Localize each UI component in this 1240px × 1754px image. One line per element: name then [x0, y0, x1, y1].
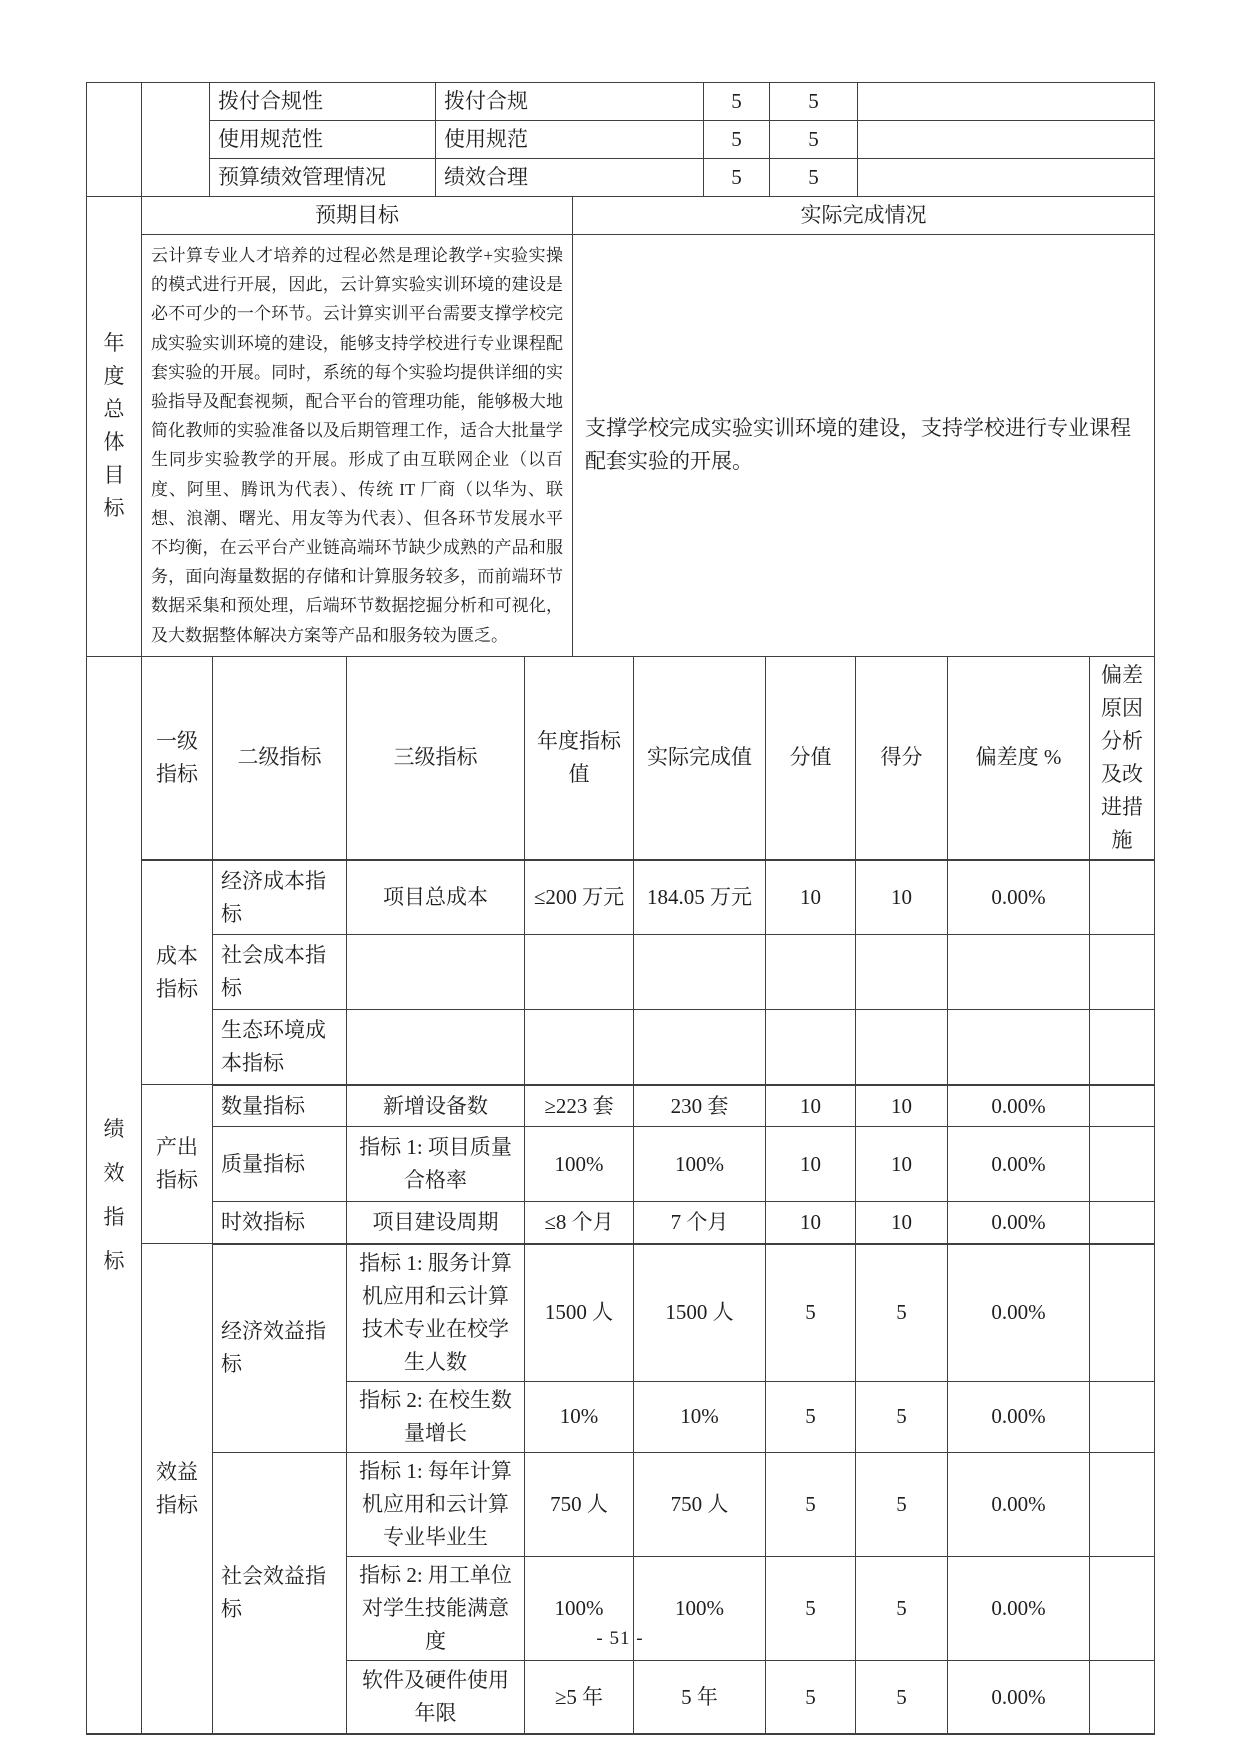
- indicator-actual-cell: [634, 935, 766, 1010]
- indicator-actual-cell: [634, 1010, 766, 1085]
- indicator-points-cell: 10: [766, 1085, 856, 1127]
- indicator-row: [87, 1452, 1155, 1556]
- col-header-points: 分值: [766, 656, 856, 860]
- indicator-level3-cell: 项目总成本: [347, 860, 525, 935]
- indicators-header-row: [87, 656, 1155, 860]
- indicator-level3-cell: 软件及硬件使用年限: [347, 1660, 525, 1734]
- indicator-score-cell: 5: [856, 1452, 948, 1556]
- indicator-target-cell: ≤8 个月: [525, 1202, 634, 1244]
- indicator-level3-cell: [347, 935, 525, 1010]
- indicator-points-cell: 10: [766, 1202, 856, 1244]
- indicator-analysis-cell: [1090, 1010, 1155, 1085]
- indicator-level3-cell: 项目建设周期: [347, 1202, 525, 1244]
- indicator-analysis-cell: [1090, 1452, 1155, 1556]
- carryover-table: [86, 82, 1155, 197]
- col-header-actual: 实际完成值: [634, 656, 766, 860]
- indicator-deviation-cell: 0.00%: [948, 1085, 1090, 1127]
- carryover-note-cell: [858, 121, 1155, 159]
- annual-goal-row-label-text: 年度总体目标: [103, 331, 125, 521]
- indicator-points-cell: 5: [766, 1244, 856, 1382]
- indicator-level2-cell: 时效指标: [213, 1202, 347, 1244]
- indicator-actual-cell: 100%: [634, 1127, 766, 1202]
- indicator-points-cell: [766, 1010, 856, 1085]
- indicator-analysis-cell: [1090, 1202, 1155, 1244]
- carryover-points-cell: 5: [704, 159, 770, 197]
- indicator-level3-cell: 指标 1: 每年计算机应用和云计算专业毕业生: [347, 1452, 525, 1556]
- indicator-actual-cell: 5 年: [634, 1660, 766, 1734]
- indicator-deviation-cell: [948, 1010, 1090, 1085]
- indicator-score-cell: 5: [856, 1556, 948, 1660]
- actual-result-text: 支撑学校完成实验实训环境的建设，支持学校进行专业课程配套实验的开展。: [573, 235, 1155, 657]
- indicator-level3-cell: 指标 1: 项目质量合格率: [347, 1127, 525, 1202]
- carryover-row: [87, 121, 1155, 159]
- carryover-indicator-cell: 预算绩效管理情况: [210, 159, 436, 197]
- group-label-cost: [142, 860, 213, 1085]
- indicator-actual-cell: 184.05 万元: [634, 860, 766, 935]
- indicator-analysis-cell: [1090, 1127, 1155, 1202]
- indicator-analysis-cell: [1090, 935, 1155, 1010]
- indicator-score-cell: 10: [856, 860, 948, 935]
- indicator-target-cell: 750 人: [525, 1452, 634, 1556]
- col-header-level3: 三级指标: [347, 656, 525, 860]
- indicator-analysis-cell: [1090, 1244, 1155, 1382]
- annual-goal-content-row: [87, 235, 1155, 657]
- indicator-actual-cell: 750 人: [634, 1452, 766, 1556]
- indicator-score-cell: 5: [856, 1244, 948, 1382]
- indicator-level2-cell: 社会成本指标: [213, 935, 347, 1010]
- indicator-score-cell: 5: [856, 1381, 948, 1452]
- group-label-benefit: [142, 1244, 213, 1735]
- indicator-deviation-cell: 0.00%: [948, 1381, 1090, 1452]
- indicator-level2-cell: 数量指标: [213, 1085, 347, 1127]
- indicator-actual-cell: 230 套: [634, 1085, 766, 1127]
- indicator-score-cell: 5: [856, 1660, 948, 1734]
- indicator-row: [87, 1202, 1155, 1244]
- indicator-score-cell: [856, 1010, 948, 1085]
- indicator-analysis-cell: [1090, 860, 1155, 935]
- group-label-benefit-text: 效益指标: [156, 1459, 198, 1517]
- indicator-row: [87, 1127, 1155, 1202]
- indicator-deviation-cell: 0.00%: [948, 1660, 1090, 1734]
- carryover-score-cell: 5: [770, 83, 858, 121]
- page-number: - 51 -: [596, 1628, 644, 1649]
- indicator-level3-cell: 指标 2: 用工单位对学生技能满意度: [347, 1556, 525, 1660]
- indicator-level3-cell: 指标 2: 在校生数量增长: [347, 1381, 525, 1452]
- indicator-deviation-cell: 0.00%: [948, 1556, 1090, 1660]
- indicator-score-cell: 10: [856, 1202, 948, 1244]
- indicator-target-cell: [525, 935, 634, 1010]
- indicator-row: [87, 1244, 1155, 1382]
- indicator-target-cell: [525, 1010, 634, 1085]
- indicator-actual-cell: 7 个月: [634, 1202, 766, 1244]
- indicator-row: [87, 935, 1155, 1010]
- col-header-level1: 一级指标: [142, 656, 213, 860]
- indicator-level2-cell: 生态环境成本指标: [213, 1010, 347, 1085]
- carryover-measure-cell: 使用规范: [436, 121, 704, 159]
- indicator-deviation-cell: [948, 935, 1090, 1010]
- col-header-target: 年度指标值: [525, 656, 634, 860]
- indicator-points-cell: 5: [766, 1556, 856, 1660]
- indicator-target-cell: ≥5 年: [525, 1660, 634, 1734]
- col-header-score: 得分: [856, 656, 948, 860]
- actual-result-header: 实际完成情况: [573, 197, 1155, 235]
- carryover-row: [87, 83, 1155, 121]
- indicator-actual-cell: 10%: [634, 1381, 766, 1452]
- group-label-cost-text: 成本指标: [156, 943, 198, 1001]
- indicator-points-cell: 10: [766, 860, 856, 935]
- group-label-output: [142, 1085, 213, 1244]
- indicator-level3-cell: 新增设备数: [347, 1085, 525, 1127]
- carryover-score-cell: 5: [770, 121, 858, 159]
- indicator-level2-cell: 经济效益指标: [213, 1244, 347, 1453]
- indicator-score-cell: 10: [856, 1085, 948, 1127]
- carryover-points-cell: 5: [704, 83, 770, 121]
- carryover-note-cell: [858, 83, 1155, 121]
- indicator-deviation-cell: 0.00%: [948, 1244, 1090, 1382]
- indicator-points-cell: 10: [766, 1127, 856, 1202]
- carryover-indicator-cell: 使用规范性: [210, 121, 436, 159]
- carryover-measure-cell: 绩效合理: [436, 159, 704, 197]
- indicator-level2-cell: 社会效益指标: [213, 1452, 347, 1734]
- indicator-target-cell: 1500 人: [525, 1244, 634, 1382]
- expected-goal-text: 云计算专业人才培养的过程必然是理论教学+实验实操的模式进行开展，因此，云计算实验实训环境的建设是必不可少的一个环节。云计算实训平台需要支撑学校完成实验实训环境的建设，能够支持学校进行专业课程配套实验的开展。同时，系统的每个实验均提供详细的实验指导及配套视频，配合平台的管理功能，能够极大地简化教师的实验准备以及后期管理工作，适合大批量学生同步实验教学的开展。形成了由互联网企业（以百度、阿里、腾讯为代表）、传统 IT 厂商（以华为、联想、浪潮、曙光、用友等为代表）、但各环节发展水平不均衡，在云平台产业链高端环节缺少成熟的产品和服务，面向海量数据的存储和计算服务较多，而前端环节数据采集和预处理，后端环节数据挖掘分析和可视化，及大数据整体解决方案等产品和服务较为匮乏。: [142, 235, 573, 657]
- indicator-target-cell: ≤200 万元: [525, 860, 634, 935]
- indicator-analysis-cell: [1090, 1381, 1155, 1452]
- indicator-target-cell: ≥223 套: [525, 1085, 634, 1127]
- performance-row-label: [87, 656, 142, 1734]
- indicator-target-cell: 100%: [525, 1556, 634, 1660]
- indicators-table: [86, 656, 1155, 1736]
- performance-row-label-text: 绩效指标: [103, 1117, 125, 1274]
- carryover-note-cell: [858, 159, 1155, 197]
- carryover-spacer-cell-1: [87, 83, 142, 197]
- indicator-level3-cell: 指标 1: 服务计算机应用和云计算技术专业在校学生人数: [347, 1244, 525, 1382]
- indicator-target-cell: 10%: [525, 1381, 634, 1452]
- annual-goal-row-label: [87, 197, 142, 657]
- carryover-points-cell: 5: [704, 121, 770, 159]
- indicator-level2-cell: 经济成本指标: [213, 860, 347, 935]
- indicator-points-cell: 5: [766, 1660, 856, 1734]
- indicator-actual-cell: 1500 人: [634, 1244, 766, 1382]
- indicator-actual-cell: 100%: [634, 1556, 766, 1660]
- carryover-spacer-cell-2: [142, 83, 210, 197]
- indicator-level3-cell: [347, 1010, 525, 1085]
- indicator-deviation-cell: 0.00%: [948, 860, 1090, 935]
- indicator-row: [87, 1010, 1155, 1085]
- indicator-score-cell: 10: [856, 1127, 948, 1202]
- col-header-level2: 二级指标: [213, 656, 347, 860]
- indicator-points-cell: 5: [766, 1381, 856, 1452]
- indicator-deviation-cell: 0.00%: [948, 1452, 1090, 1556]
- carryover-indicator-cell: 拨付合规性: [210, 83, 436, 121]
- document-tables: [86, 82, 1154, 1735]
- carryover-measure-cell: 拨付合规: [436, 83, 704, 121]
- indicator-row: [87, 860, 1155, 935]
- indicator-analysis-cell: [1090, 1085, 1155, 1127]
- indicator-deviation-cell: 0.00%: [948, 1127, 1090, 1202]
- expected-goal-header: 预期目标: [142, 197, 573, 235]
- indicator-analysis-cell: [1090, 1660, 1155, 1734]
- indicator-score-cell: [856, 935, 948, 1010]
- indicator-deviation-cell: 0.00%: [948, 1202, 1090, 1244]
- col-header-deviation: 偏差度 %: [948, 656, 1090, 860]
- indicator-row: [87, 1085, 1155, 1127]
- annual-goal-header-row: [87, 197, 1155, 235]
- indicator-points-cell: 5: [766, 1452, 856, 1556]
- carryover-row: [87, 159, 1155, 197]
- annual-goal-table: [86, 196, 1155, 657]
- carryover-score-cell: 5: [770, 159, 858, 197]
- group-label-output-text: 产出指标: [156, 1135, 198, 1193]
- col-header-analysis: 偏差原因分析及改进措施: [1090, 656, 1155, 860]
- indicator-level2-cell: 质量指标: [213, 1127, 347, 1202]
- indicator-points-cell: [766, 935, 856, 1010]
- indicator-target-cell: 100%: [525, 1127, 634, 1202]
